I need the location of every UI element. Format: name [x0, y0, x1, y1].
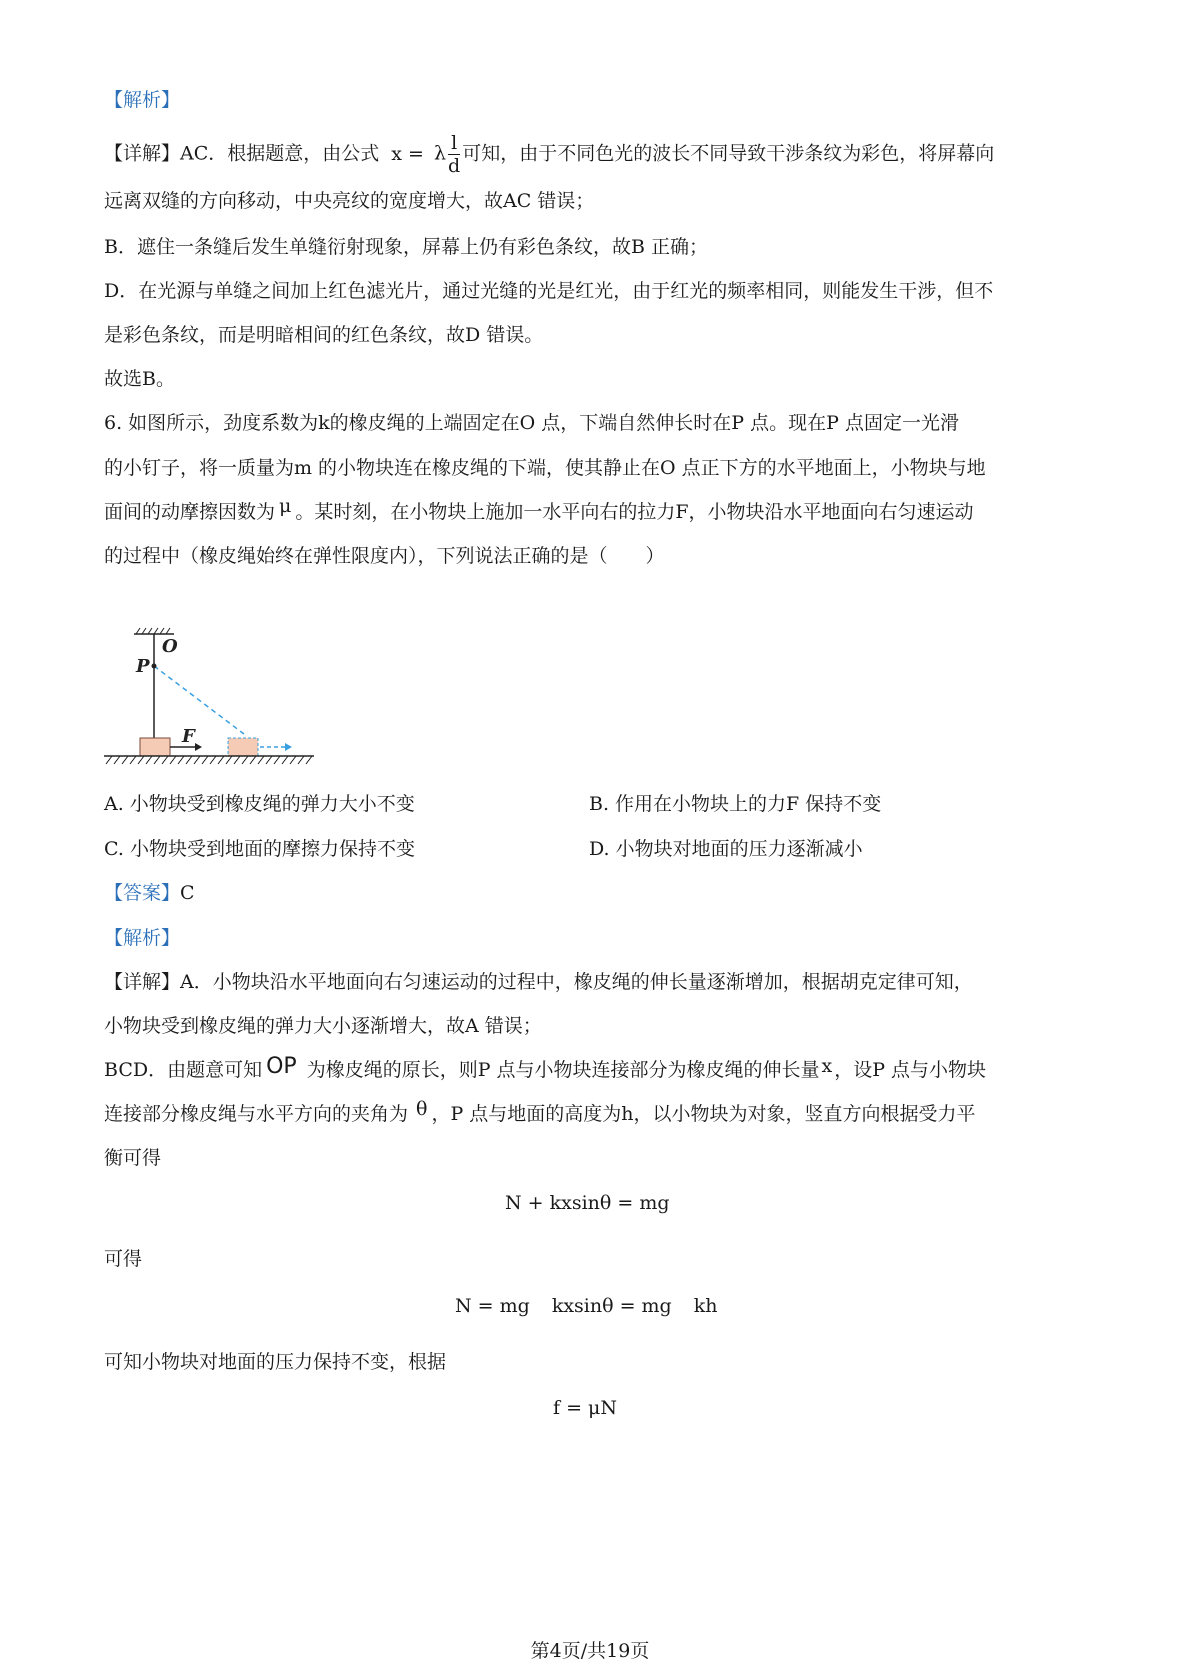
- answer-tag: 【答案】: [104, 882, 181, 904]
- solution-text: 为橡皮绳的原长，则P 点与小物块连接部分为橡皮绳的伸长量: [306, 1059, 820, 1081]
- label-f: F: [182, 726, 195, 747]
- equation-1: N + kxsinθ = mg: [505, 1192, 670, 1214]
- option-a: A. 小物块受到橡皮绳的弹力大小不变: [104, 793, 415, 815]
- detail-tag-2: 【详解】: [104, 971, 181, 993]
- label-o: O: [162, 636, 178, 657]
- detail-tag: 【详解】: [104, 142, 181, 165]
- equation-2: [455, 1293, 717, 1319]
- op-symbol: OP: [266, 1054, 297, 1079]
- question-text: 。某时刻，在小物块上施加一水平向右的拉力F，小物块沿水平地面向右匀速运动: [295, 501, 974, 523]
- label-p: P: [136, 656, 150, 677]
- eq2-part-2: kxsinθ = mg: [551, 1295, 672, 1317]
- detail-line-5: 是彩色条纹，而是明暗相间的红色条纹，故D 错误。: [104, 324, 544, 346]
- formula-lambda: λ: [433, 142, 447, 165]
- option-c: C. 小物块受到地面的摩擦力保持不变: [104, 838, 415, 860]
- detail-line-2: 远离双缝的方向移动，中央亮纹的宽度增大，故AC 错误；: [104, 190, 595, 212]
- detail-text: 可知，由于不同色光的波长不同导致干涉条纹为彩色，将屏幕向: [462, 142, 995, 165]
- solution-text: 连接部分橡皮绳与水平方向的夹角为: [104, 1103, 409, 1125]
- solution-line-6: 可得: [104, 1248, 143, 1270]
- answer-line: [104, 880, 195, 906]
- detail-line-3: B．遮住一条缝后发生单缝衍射现象，屏幕上仍有彩色条纹，故B 正确；: [104, 236, 708, 258]
- solution-line-2: 小物块受到橡皮绳的弹力大小逐渐增大，故A 错误；: [104, 1015, 542, 1037]
- solution-line-4: [104, 1098, 976, 1127]
- equation-3: f = μN: [553, 1397, 618, 1419]
- ceiling-hatch: [136, 628, 170, 634]
- block: [140, 738, 170, 756]
- analysis-tag: 【解析】: [104, 89, 181, 111]
- page-footer: 第4页/共19页: [530, 1640, 650, 1662]
- question-line-4: 的过程中（橡皮绳始终在弹性限度内），下列说法正确的是（ ）: [104, 545, 665, 567]
- solution-line-3: [104, 1054, 987, 1083]
- solution-text: A．小物块沿水平地面向右匀速运动的过程中，橡皮绳的伸长量逐渐增加，根据胡克定律可知，: [180, 971, 973, 993]
- analysis-tag-2: 【解析】: [104, 927, 181, 949]
- answer-value: C: [180, 882, 195, 904]
- formula-x: x =: [391, 142, 424, 165]
- moved-block: [228, 738, 258, 756]
- theta-symbol: θ: [416, 1098, 428, 1120]
- solution-text: ，P 点与地面的高度为h，以小物块为对象，竖直方向根据受力平: [431, 1103, 976, 1125]
- rubber-band-stretched: [154, 666, 244, 734]
- mu-symbol: μ: [279, 495, 292, 517]
- solution-line-1: [104, 969, 973, 995]
- formula-fraction: [448, 132, 460, 177]
- solution-text: BCD．由题意可知: [104, 1059, 263, 1081]
- detail-line-6: 故选B。: [104, 368, 175, 390]
- option-d: D. 小物块对地面的压力逐渐减小: [589, 838, 863, 860]
- solution-line-5: 衡可得: [104, 1147, 162, 1169]
- eq2-part-1: N = mg: [455, 1295, 530, 1317]
- solution-text: ，设P 点与小物块: [834, 1059, 987, 1081]
- x-symbol: x: [821, 1055, 833, 1077]
- solution-line-7: 可知小物块对地面的压力保持不变，根据: [104, 1351, 447, 1373]
- fraction-denominator: d: [448, 155, 461, 177]
- ground-hatch: [106, 756, 312, 764]
- rubber-band-figure: [104, 626, 344, 816]
- question-line-1: 6. 如图所示，劲度系数为k的橡皮绳的上端固定在O 点，下端自然伸长时在P 点。现在P 点固定一光滑: [104, 412, 959, 434]
- detail-line-4: D．在光源与单缝之间加上红色滤光片，通过光缝的光是红光，由于红光的频率相同，则能发生干涉，但不: [104, 280, 994, 302]
- point-p: [152, 664, 157, 669]
- option-b: B. 作用在小物块上的力F 保持不变: [589, 793, 882, 815]
- question-text: 面间的动摩擦因数为: [104, 501, 276, 523]
- eq2-part-3: kh: [693, 1295, 718, 1317]
- question-line-2: 的小钉子，将一质量为m 的小物块连在橡皮绳的下端，使其静止在O 点正下方的水平地面上，小物块与地: [104, 457, 986, 479]
- question-line-3: [104, 495, 974, 525]
- detail-line-1: [104, 132, 994, 177]
- detail-text: AC．根据题意，由公式: [180, 142, 380, 165]
- motion-arrowhead: [285, 743, 292, 751]
- fraction-numerator: l: [448, 132, 460, 155]
- force-arrowhead: [195, 743, 202, 751]
